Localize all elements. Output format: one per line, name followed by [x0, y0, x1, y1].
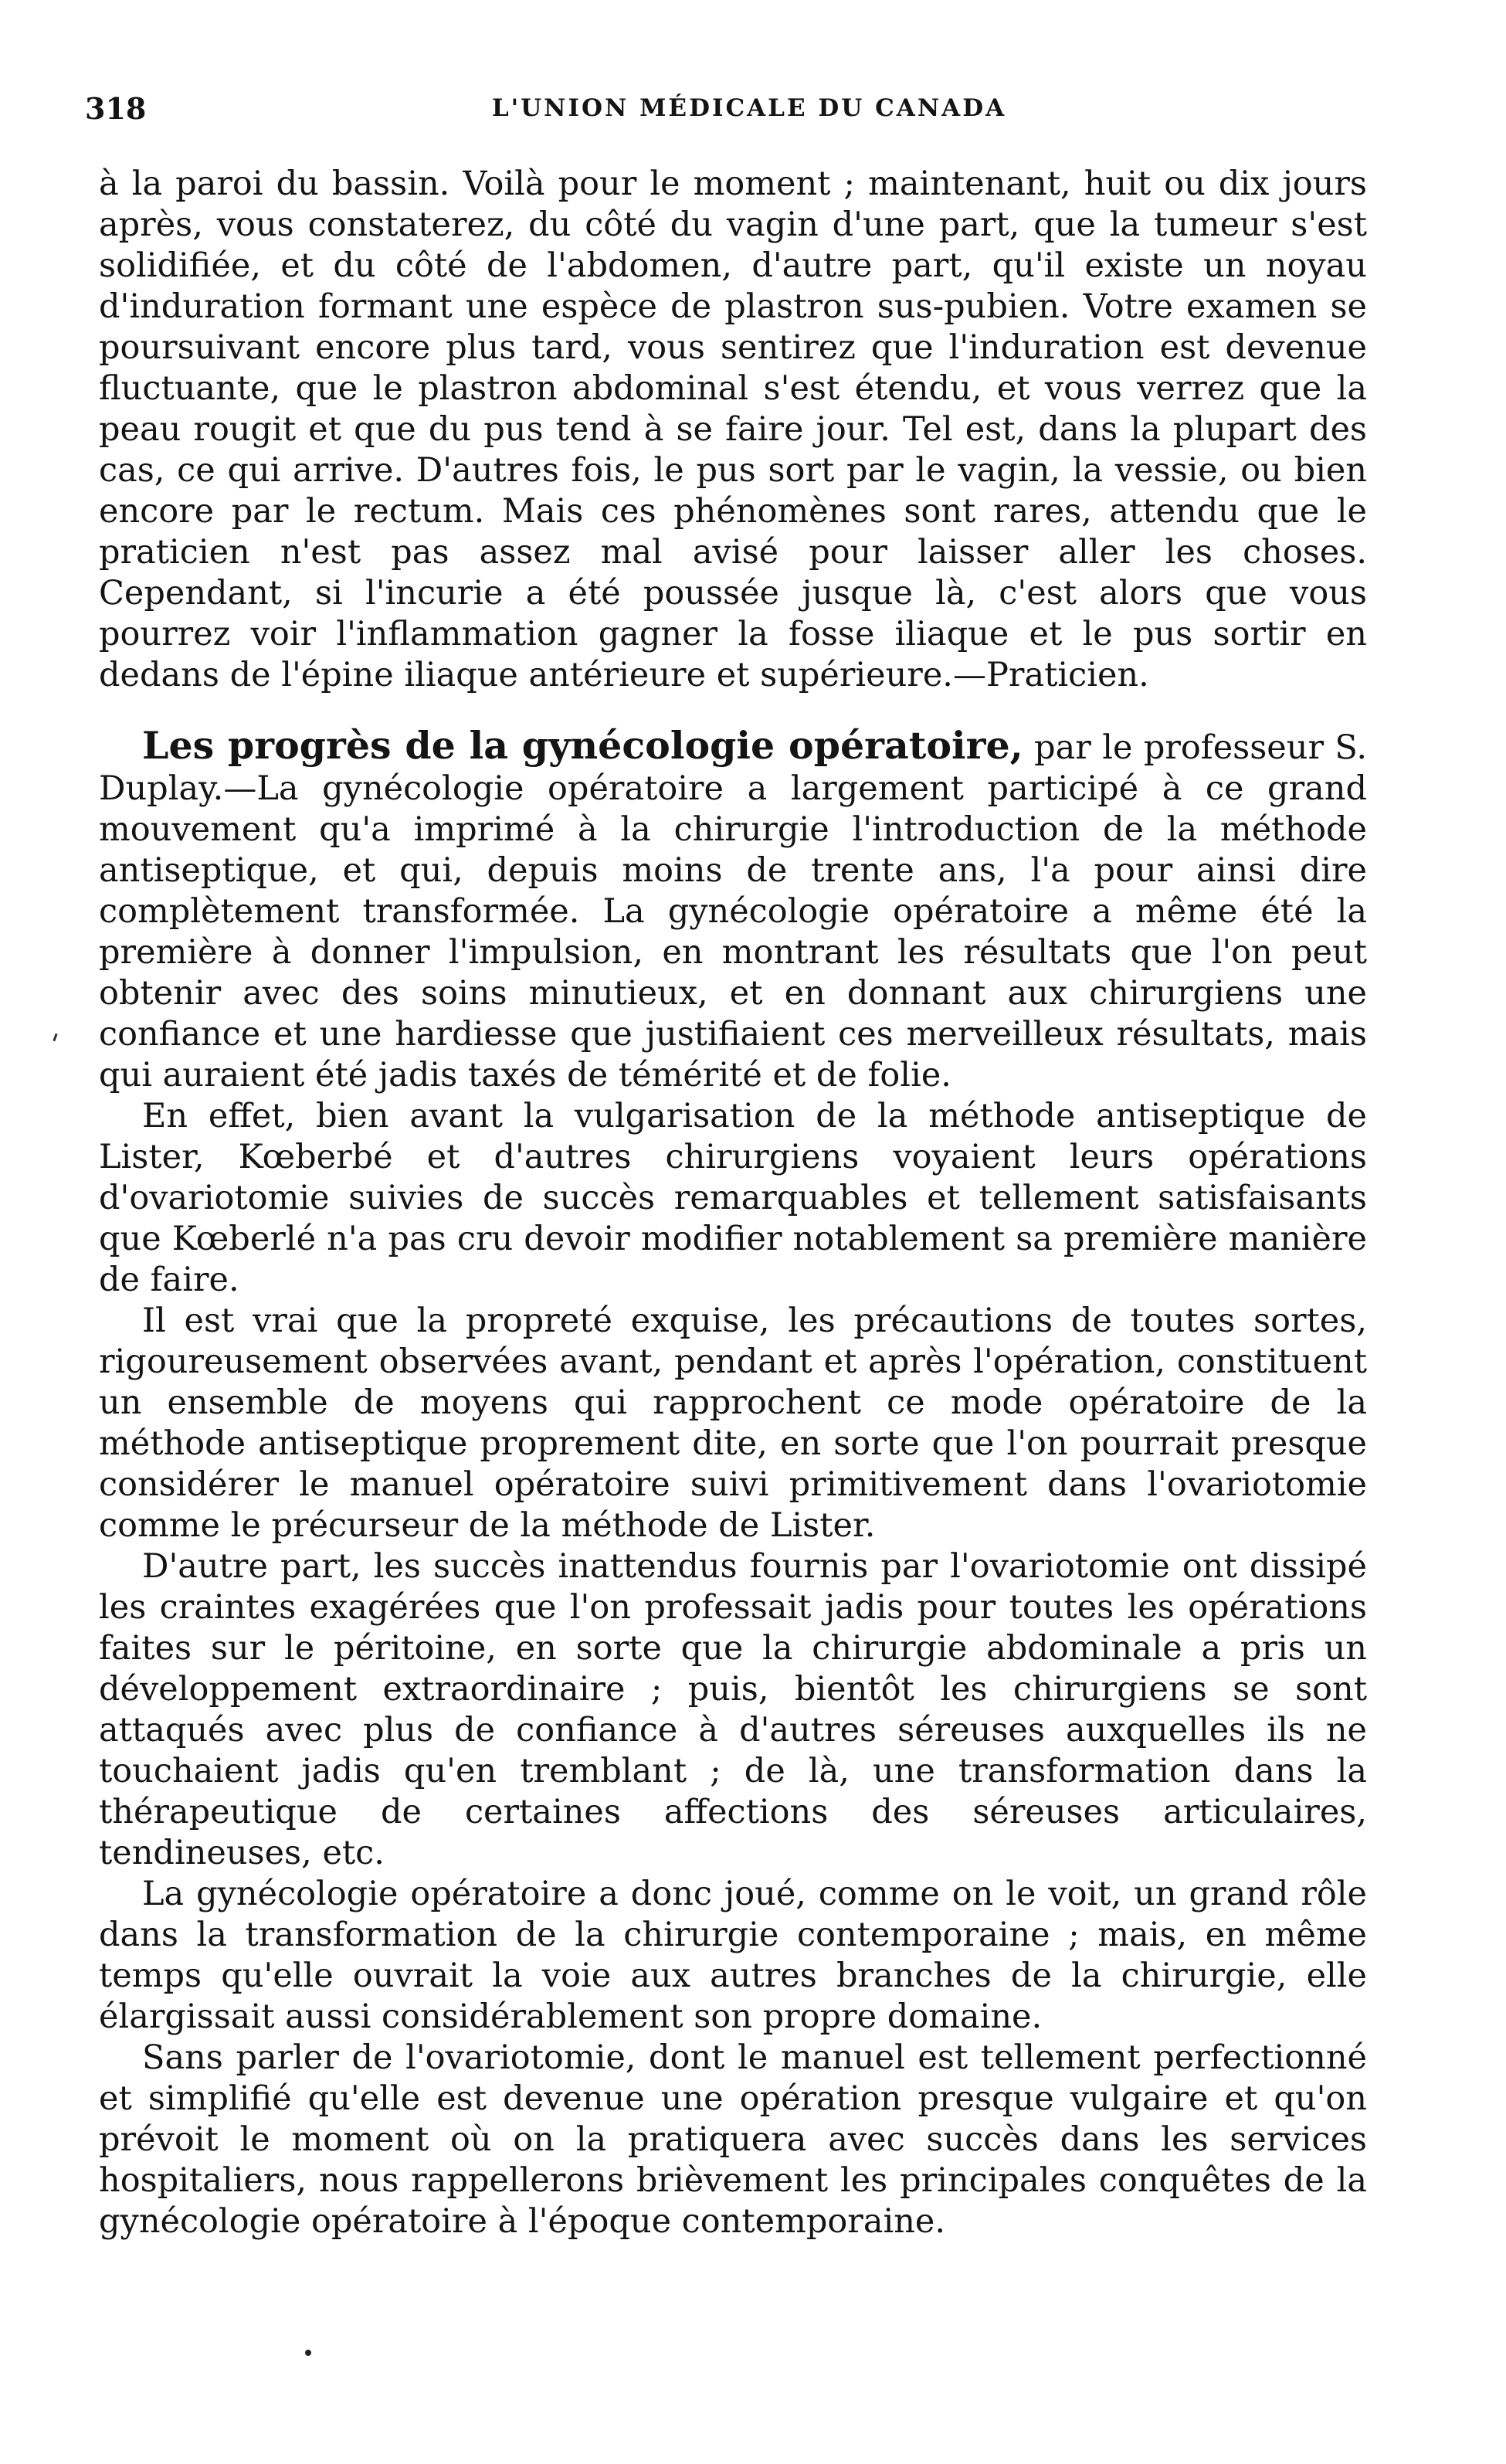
paragraph: Sans parler de l'ovariotomie, dont le manuel est tellement perfectionné et simplifié qu'elle est devenue une opération presque vulgaire et qu'on prévoit le moment où on la pratiquera avec succès dans les services hospitaliers, nous rappellerons brièvement les principales conquêtes de la gynécologie opératoire à l'époque contemporaine. [99, 2038, 1367, 2241]
paragraph: Il est vrai que la propreté exquise, les précautions de toutes sortes, rigoureusement observées avant, pendant et après l'opération, constituent un ensemble de moyens qui rapprochent ce mode opératoire de la méthode antiseptique proprement dite, en sorte que l'on pourrait presque considérer le manuel opératoire suivi primitivement dans l'ovariotomie comme le précurseur de la méthode de Lister. [99, 1302, 1367, 1545]
print-speck [53, 1033, 57, 1041]
paragraph: La gynécologie opératoire a donc joué, comme on le voit, un grand rôle dans la transformation de la chirurgie contemporaine ; mais, en même temps qu'elle ouvrait la voie aux autres branches de la chirurgie, elle élargissait aussi considérablement son propre domaine. [99, 1875, 1367, 2036]
paragraph-continued: à la paroi du bassin. Voilà pour le moment ; maintenant, huit ou dix jours après, vous constaterez, du côté du vagin d'une part, que la tumeur s'est solidifiée, et du côté de l'abdomen, d'autre part, qu'il existe un noyau d'induration formant une espèce de plastron sus-pubien. Votre examen se poursuivant encore plus tard, vous sentirez que l'induration est devenue fluctuante, que le plastron abdominal s'est étendu, et vous verrez que la peau rougit et que du pus tend à se faire jour. Tel est, dans la plupart des cas, ce qui arrive. D'autres fois, le pus sort par le vagin, la vessie, ou bien encore par le rectum. Mais ces phénomènes sont rares, attendu que le praticien n'est pas assez mal avisé pour laisser aller les choses. Cependant, si l'incurie a été poussée jusque là, c'est alors que vous pourrez voir l'inflammation gagner la fosse iliaque et le pus sortir en dedans de l'épine iliaque antérieure et supérieure.—Praticien. [99, 165, 1367, 694]
section-byline: par le professeur S. Duplay.— [99, 728, 1368, 808]
ink-dot [305, 2350, 311, 2356]
section-opening-paragraph [99, 725, 1367, 1096]
paragraph-text: La gynécologie opératoire a largement participé à ce grand mouvement qu'a imprimé à la chirurgie l'introduction de la méthode antiseptique, et qui, depuis moins de trente ans, l'a pour ainsi dire complètement transformée. La gynécologie opératoire a même été la première à donner l'impulsion, en montrant les résultats que l'on peut obtenir avec des soins minutieux, et en donnant aux chirurgiens une confiance et une hardiesse que justifiaient ces merveilleux résultats, mais qui auraient été jadis taxés de témérité et de folie. [99, 769, 1367, 1095]
journal-title: L'UNION MÉDICALE DU CANADA [491, 94, 1007, 122]
paragraph: En effet, bien avant la vulgarisation de la méthode antiseptique de Lister, Kœberbé et d'autres chirurgiens voyaient leurs opérations d'ovariotomie suivies de succès remarquables et tellement satisfaisants que Kœberlé n'a pas cru devoir modifier notablement sa première manière de faire. [99, 1097, 1367, 1299]
paragraph: D'autre part, les succès inattendus fournis par l'ovariotomie ont dissipé les craintes exagérées que l'on professait jadis pour toutes les opérations faites sur le péritoine, en sorte que la chirurgie abdominale a pris un développement extraordinaire ; puis, bientôt les chirurgiens se sont attaqués avec plus de confiance à d'autres séreuses auxquelles ils ne touchaient jadis qu'en tremblant ; de là, une transformation dans la thérapeutique de certaines affections des séreuses articulaires, tendineuses, etc. [99, 1547, 1367, 1872]
page-number: 318 [85, 91, 147, 126]
running-head [85, 91, 1413, 137]
body-text [99, 164, 1367, 2242]
section-title: Les progrès de la gynécologie opératoire, [142, 723, 1023, 768]
